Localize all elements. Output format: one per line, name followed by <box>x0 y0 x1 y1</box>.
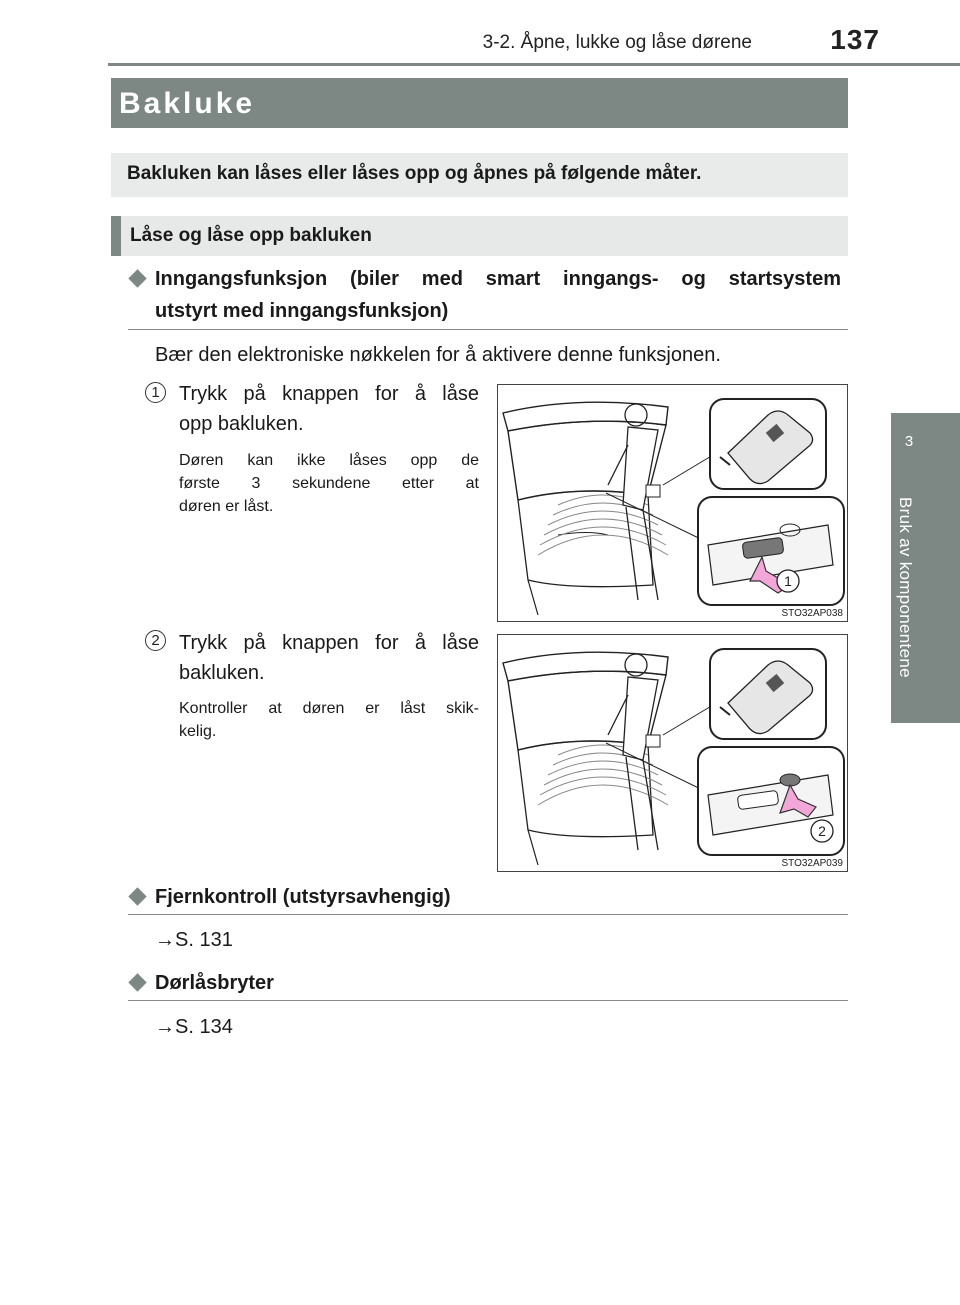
illustration-lock <box>497 634 848 872</box>
item-heading-entry-line1: Inngangsfunksjon (biler med smart inngangs- og startsystem <box>155 268 841 290</box>
arrow-right-icon: → <box>155 929 175 951</box>
step-note-line1: Kontroller at døren er låst skik- <box>179 700 479 717</box>
step-note-line2: første 3 sekundene etter at <box>179 475 479 492</box>
page-reference[interactable] <box>155 929 233 952</box>
step-note-line2: kelig. <box>179 723 217 740</box>
item-heading-entry-line2: utstyrt med inngangsfunksjon) <box>155 300 449 322</box>
chapter-label: Bruk av komponentene <box>896 497 915 678</box>
step-note-line1: Døren kan ikke låses opp de <box>179 452 479 469</box>
subsection-heading <box>111 216 848 256</box>
subsection-title: Låse og låse opp bakluken <box>130 225 372 246</box>
car-rear-key-icon <box>498 385 847 621</box>
step-note-line3: døren er låst. <box>179 498 274 515</box>
step-number-badge: 1 <box>145 382 166 403</box>
page-number: 137 <box>830 24 880 55</box>
section-title: 3-2. Åpne, lukke og låse dørene <box>482 32 752 53</box>
step-text-line2: opp bakluken. <box>179 413 304 435</box>
page-reference-text: S. 131 <box>175 929 233 951</box>
header-rule <box>108 63 960 66</box>
page-reference-text: S. 134 <box>175 1016 233 1038</box>
item-heading-door-lock: Dørlåsbryter <box>155 972 274 994</box>
item-rule <box>128 1000 848 1001</box>
step-text-line1: Trykk på knappen for å låse <box>179 383 479 405</box>
page-header <box>0 0 960 66</box>
diamond-bullet-icon <box>128 269 146 287</box>
step-text-line2: bakluken. <box>179 662 265 684</box>
intro-box <box>111 153 848 197</box>
item-rule <box>128 329 848 330</box>
figure-code: STO32AP039 <box>781 858 843 869</box>
car-rear-key-icon <box>498 635 847 871</box>
step-number-badge: 2 <box>145 630 166 651</box>
page-reference[interactable] <box>155 1016 233 1039</box>
svg-text:1: 1 <box>784 573 792 589</box>
diamond-bullet-icon <box>128 887 146 905</box>
illustration-unlock <box>497 384 848 622</box>
chapter-number: 3 <box>904 433 914 450</box>
arrow-right-icon: → <box>155 1016 175 1038</box>
item-rule <box>128 914 848 915</box>
item-entry-text: Bær den elektroniske nøkkelen for å aktivere denne funksjonen. <box>155 344 721 366</box>
svg-text:2: 2 <box>818 823 826 839</box>
step-text-line1: Trykk på knappen for å låse <box>179 632 479 654</box>
diamond-bullet-icon <box>128 973 146 991</box>
figure-code: STO32AP038 <box>781 608 843 619</box>
intro-text: Bakluken kan låses eller låses opp og åpnes på følgende måter. <box>127 163 702 184</box>
page-title-bar <box>111 78 848 128</box>
item-heading-remote: Fjernkontroll (utstyrsavhengig) <box>155 886 451 908</box>
page-title: Bakluke <box>119 87 256 120</box>
